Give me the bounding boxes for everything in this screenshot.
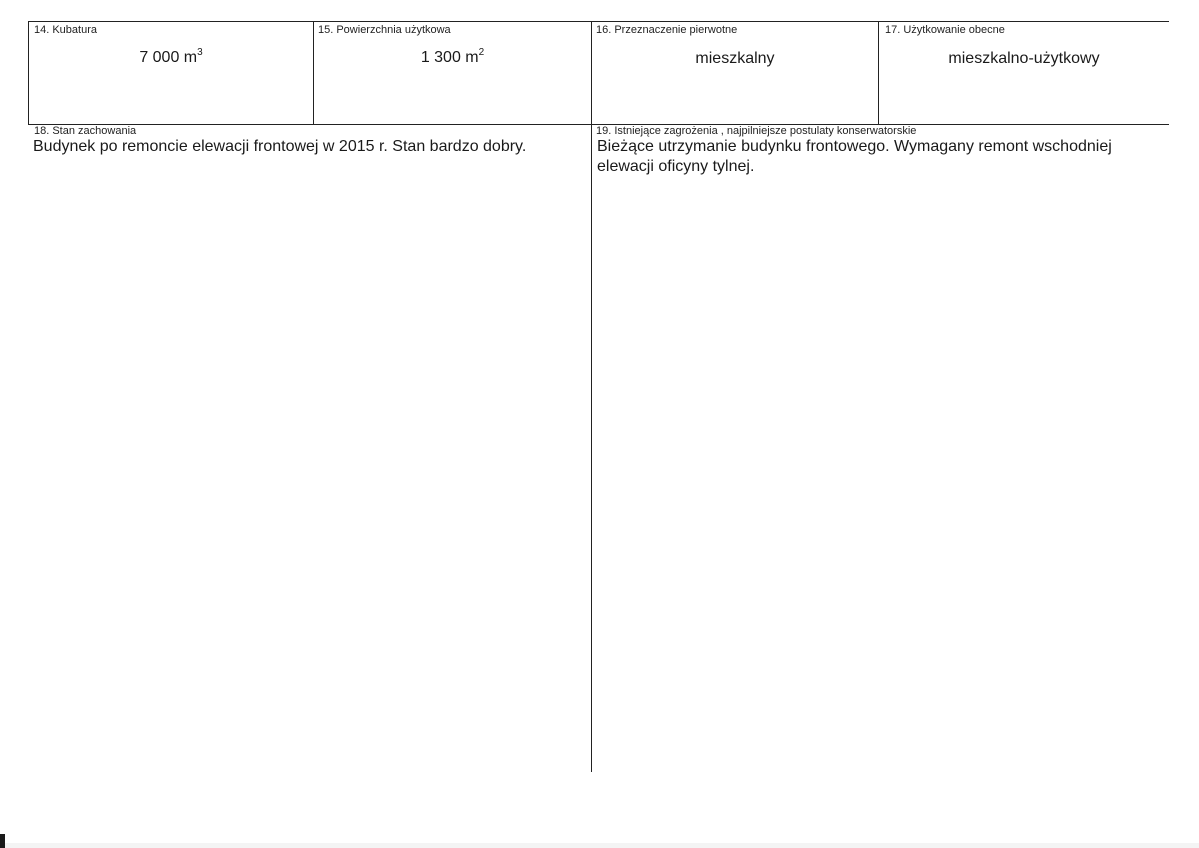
scan-corner-mark	[0, 834, 5, 848]
column-divider-3	[878, 21, 879, 124]
field-text: Budynek po remoncie elewacji frontowej w 2015 r. Stan bardzo dobry.	[33, 138, 527, 155]
field-value	[29, 48, 313, 68]
unit-exponent: 2	[478, 47, 485, 58]
field-text: Bieżące utrzymanie budynku frontowego. Wymagany remont wschodniej elewacji oficyny tylnej.	[597, 138, 1112, 175]
field-label: 15. Powierzchnia użytkowa	[318, 24, 451, 36]
top-border	[28, 21, 1169, 22]
column-divider-1	[313, 21, 314, 124]
field-label: 18. Stan zachowania	[34, 125, 137, 137]
field-label: 17. Użytkowanie obecne	[885, 24, 1005, 36]
field-value	[314, 48, 591, 68]
left-border-row1	[28, 21, 29, 124]
value-text: 1 300 m	[420, 49, 479, 66]
field-label: 16. Przeznaczenie pierwotne	[596, 24, 738, 36]
column-divider-center	[591, 21, 592, 772]
value-text: 7 000 m	[139, 49, 198, 66]
field-label: 14. Kubatura	[34, 24, 97, 36]
scan-bottom-edge	[0, 843, 1199, 848]
field-value: mieszkalny	[695, 50, 775, 67]
unit-exponent: 3	[197, 47, 203, 58]
field-label: 19. Istniejące zagrożenia , najpilniejsze postulaty konserwatorskie	[596, 125, 917, 137]
field-value: mieszkalno-użytkowy	[948, 50, 1100, 67]
